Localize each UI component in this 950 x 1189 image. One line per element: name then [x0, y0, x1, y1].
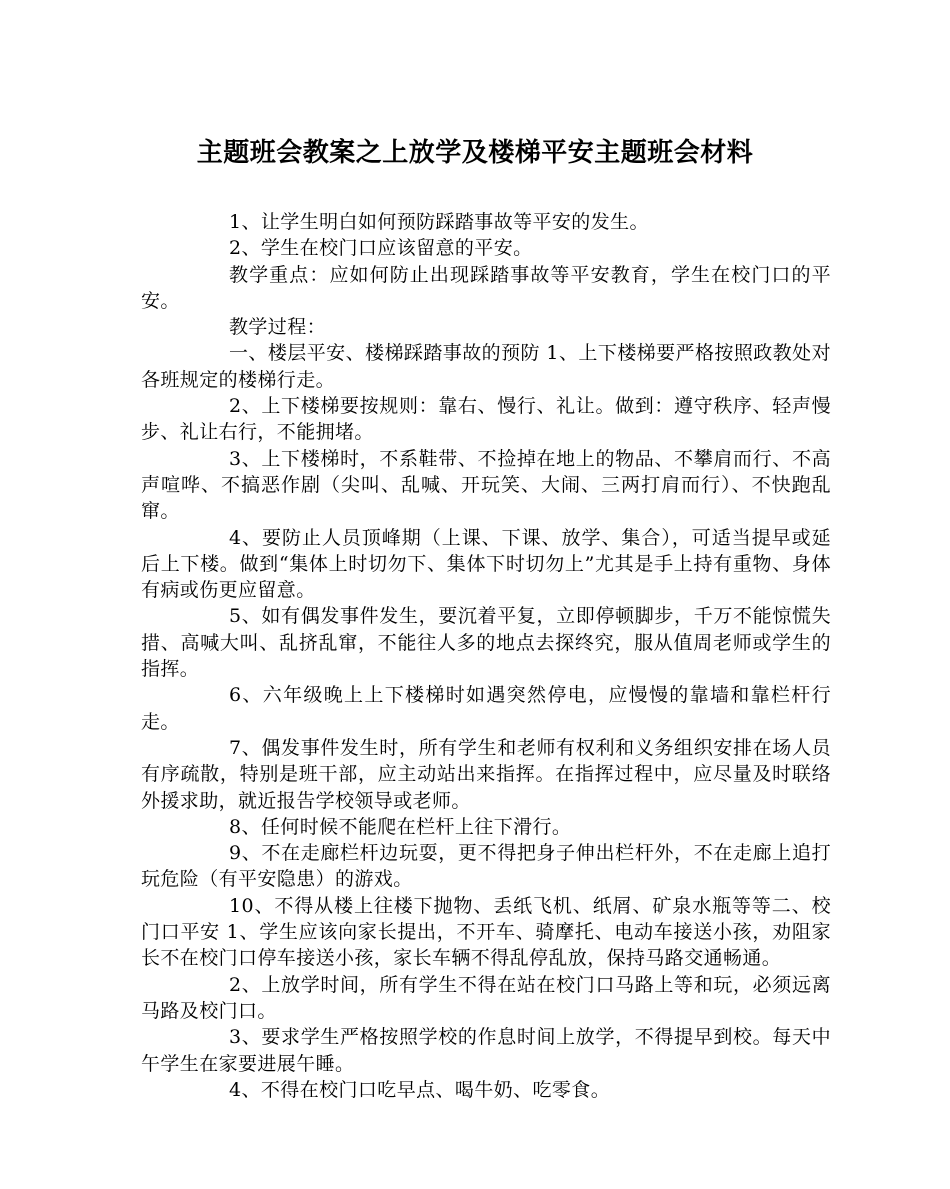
paragraph-stairs-9: 9、不在走廊栏杆边玩耍，更不得把身子伸出栏杆外，不在走廊上追打玩危险（有平安隐患）的游戏。 — [141, 842, 831, 891]
paragraph-stairs-4: 4、要防止人员顶峰期（上课、下课、放学、集合），可适当提早或延后上下楼。做到“集体上时切勿下、集体下时切勿上”尤其是手上持有重物、身体有病或伤更应留意。 — [141, 526, 831, 602]
paragraph-stairs-8: 8、任何时候不能爬在栏杆上往下滑行。 — [229, 815, 572, 838]
paragraph-goal-1: 1、让学生明白如何预防踩踏事故等平安的发生。 — [229, 211, 649, 233]
paragraph-gate-2: 2、上放学时间，所有学生不得在站在校门口马路上等和玩，必须远离马路及校门口。 — [141, 973, 831, 1022]
paragraph-stairs-3: 3、上下楼梯时，不系鞋带、不捡掉在地上的物品、不攀肩而行、不高声喧哗、不搞恶作剧（尖叫、乱喊、开玩笑、大闹、三两打肩而行）、不快跑乱窜。 — [141, 447, 831, 523]
document-body — [141, 209, 831, 1103]
paragraph-stairs-2: 2、上下楼梯要按规则：靠右、慢行、礼让。做到：遵守秩序、轻声慢步、礼让右行，不能拥堵。 — [141, 395, 831, 444]
paragraph-stairs-5: 5、如有偶发事件发生，要沉着平复，立即停顿脚步，千万不能惊慌失措、高喊大叫、乱挤乱窜，不能往人多的地点去探终究，服从值周老师或学生的指挥。 — [141, 605, 831, 681]
paragraph-stairs-7: 7、偶发事件发生时，所有学生和老师有权利和义务组织安排在场人员有序疏散，特别是班干部，应主动站出来指挥。在指挥过程中，应尽量及时联络外援求助，就近报告学校领导或老师。 — [141, 736, 831, 812]
paragraph-key-point: 教学重点：应如何防止出现踩踏事故等平安教育，学生在校门口的平安。 — [141, 263, 831, 312]
paragraph-goal-2: 2、学生在校门口应该留意的平安。 — [229, 237, 533, 260]
paragraph-gate-3: 3、要求学生严格按照学校的作息时间上放学，不得提早到校。每天中午学生在家要进展午睡。 — [141, 1026, 831, 1075]
paragraph-stairs-10: 10、不得从楼上往楼下抛物、丢纸飞机、纸屑、矿泉水瓶等等二、校门口平安 1、学生应该向家长提出，不开车、骑摩托、电动车接送小孩，劝阻家长不在校门口停车接送小孩，家长车辆不得乱停乱放，保持马路交通畅通。 — [141, 894, 831, 970]
paragraph-process-heading: 教学过程： — [229, 316, 327, 339]
paragraph-stairs-6: 6、六年级晚上上下楼梯时如遇突然停电，应慢慢的靠墙和靠栏杆行走。 — [141, 684, 831, 733]
paragraph-gate-4: 4、不得在校门口吃早点、喝牛奶、吃零食。 — [229, 1078, 611, 1101]
paragraph-stairs-1: 一、楼层平安、楼梯踩踏事故的预防 1、上下楼梯要严格按照政教处对各班规定的楼梯行走。 — [141, 342, 831, 391]
document-title: 主题班会教案之上放学及楼梯平安主题班会材料 — [196, 138, 754, 168]
